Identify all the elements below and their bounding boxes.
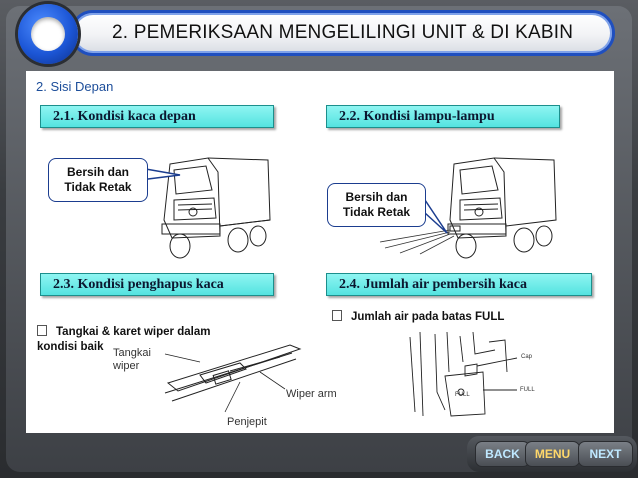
next-button[interactable]: NEXT — [578, 441, 633, 467]
label-tangkai-wiper: Tangkai wiper — [113, 347, 151, 372]
label-full: FULL — [520, 387, 535, 393]
label-wiper-arm: Wiper arm — [286, 388, 337, 400]
washer-tank-illustration — [405, 332, 525, 422]
callout-pointer-2 — [425, 195, 465, 245]
back-button[interactable]: BACK — [475, 441, 530, 467]
callout-lampu: Bersih dan Tidak Retak — [327, 183, 426, 227]
label-tank-mark: FULL — [455, 392, 470, 398]
page-title: 2. PEMERIKSAAN MENGELILINGI UNIT & DI KABIN — [112, 22, 574, 43]
bullet-wiper-text: Tangkai & karet wiper dalam kondisi baik — [37, 326, 211, 353]
callout-kaca-depan: Bersih dan Tidak Retak — [48, 158, 148, 202]
panel-heading-air-pembersih: 2.4. Jumlah air pembersih kaca — [326, 273, 592, 296]
section-heading: 2. Sisi Depan — [36, 79, 114, 94]
bullet-air-text: Jumlah air pada batas FULL — [351, 311, 505, 323]
checkbox-icon — [332, 310, 342, 321]
label-penjepit: Penjepit — [227, 416, 267, 428]
panel-heading-lampu: 2.2. Kondisi lampu-lampu — [326, 105, 560, 128]
logo-center — [31, 17, 65, 51]
wiper-leader-lines — [165, 352, 335, 422]
menu-button[interactable]: MENU — [525, 441, 580, 467]
checkbox-icon — [37, 325, 47, 336]
bullet-air — [332, 310, 504, 325]
panel-heading-kaca-depan: 2.1. Kondisi kaca depan — [40, 105, 274, 128]
label-cap: Cap — [521, 354, 533, 360]
panel-heading-penghapus: 2.3. Kondisi penghapus kaca — [40, 273, 274, 296]
